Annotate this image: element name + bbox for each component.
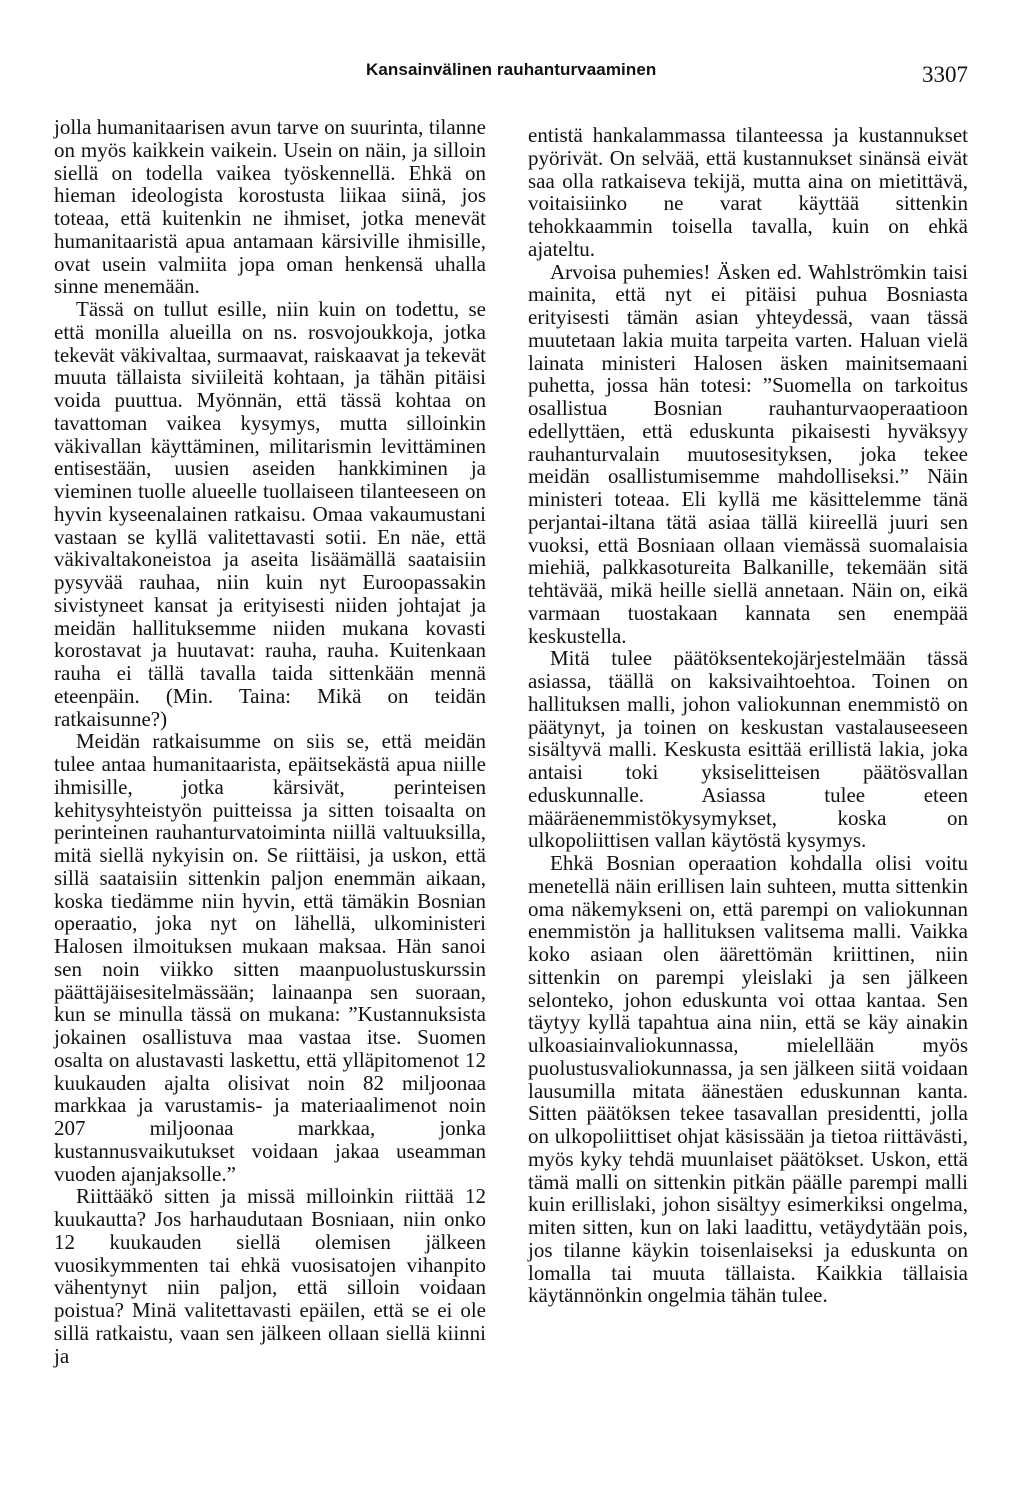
- right-paragraph-4: Ehkä Bosnian operaation kohdalla olisi voitu menetellä näin erillisen lain suhteen, mutta sittenkin oma näkemykseni on, että parempi on valiokunnan enemmistön ja hallituksen valitsema malli. Vaikka koko asiaan olen äärettömän kriittinen, niin sittenkin on parempi yleislaki ja sen jälkeen selonteko, johon eduskunta voi ottaa kantaa. Sen täytyy kyllä tapahtua aina niin, että se käy ainakin ulkoasiainvaliokunnassa, mielellään myös puolustusvaliokunnassa, ja sen jälkeen siitä voidaan lausumilla mitata äänestäen eduskunnan kanta. Sitten päätöksen tekee tasavallan presidentti, jolla on ulkopoliittiset ohjat käsissään ja tietoa riittävästi, myös kyky tehdä muunlaiset päätökset. Uskon, että tämä malli on sittenkin pitkän päälle parempi malli kuin erillislaki, johon sisältyy esimerkiksi ongelma, miten sitten, kun on laki laadittu, vetäydytään pois, jos tilanne käykin toisenlaiseksi ja eduskunta on lomalla tai muuta tällaista. Kaikkia tällaisia käytännönkin ongelmia tähän tulee.: [528, 851, 968, 1308]
- left-paragraph-1: jolla humanitaarisen avun tarve on suurinta, tilanne on myös kaikkein vaikein. Usein on näin, ja silloin siellä on todella vaikea työskennellä. Ehkä on hieman ideologista korostusta liikaa siinä, jos toteaa, että kuitenkin ne ihmiset, jotka menevät humanitaaristä apua antamaan kärsiville ihmisille, ovat usein valmiita jopa oman henkensä uhalla sinne menemään.: [54, 115, 486, 299]
- running-title: Kansainvälinen rauhanturvaaminen: [366, 60, 657, 79]
- right-column: [528, 124, 968, 1307]
- right-paragraph-1: entistä hankalammassa tilanteessa ja kustannukset pyörivät. On selvää, että kustannukset sinänsä eivät saa olla ratkaiseva tekijä, mutta aina on mietittävä, voitaisiinko ne varat käyttää sittenkin tehokkaammin toisella tavalla, kuin on ehkä ajateltu.: [528, 123, 968, 261]
- page-header: [0, 58, 1024, 88]
- right-paragraph-2: Arvoisa puhemies! Äsken ed. Wahlströmkin taisi mainita, että nyt ei pitäisi puhua Bosniasta erityisesti tämän asian yhteydessä, vaan tässä muutetaan lakia muita tarpeita varten. Haluan vielä lainata ministeri Halosen äsken mainitsemaani puhetta, jossa hän totesi: ”Suomella on tarkoitus osallistua Bosnian rauhanturvaoperaatioon edellyttäen, että eduskunta pikaisesti hyväksyy rauhanturvalain muutosesityksen, joka tekee meidän osallistumisemme mahdolliseksi.” Näin ministeri toteaa. Eli kyllä me käsittelemme tänä perjantai-iltana tätä asiaa tällä kiireellä juuri sen vuoksi, että Bosniaan ollaan viemässä suomalaisia miehiä, palkkasotureita Balkanille, tekemään sitä tehtävää, mikä heille siellä annetaan. Näin on, eikä varmaan tuostakaan kannata sen enempää keskustella.: [528, 259, 968, 648]
- left-column: [54, 116, 486, 1367]
- right-paragraph-3: Mitä tulee päätöksentekojärjestelmään tässä asiassa, täällä on kaksivaihtoehtoa. Toinen on hallituksen malli, johon valiokunnan enemmistö on päätynyt, ja toinen on keskustan vastalauseeseen sisältyvä malli. Keskusta esittää erillistä lakia, joka antaisi toki yksiselitteisen päätösvallan eduskunnalle. Asiassa tulee eteen määräenemmistökysymykset, koska on ulkopoliittisen vallan käytöstä kysymys.: [528, 646, 968, 853]
- left-paragraph-3: Meidän ratkaisumme on siis se, että meidän tulee antaa humanitaarista, epäitsekästä apua niille ihmisille, jotka kärsivät, perinteisen kehitysyhteistyön puitteissa ja sitten toisaalta on perinteinen rauhanturvatoiminta niillä valtuuksilla, mitä siellä nykyisin on. Se riittäisi, ja uskon, että sillä saataisiin sittenkin paljon enemmän aikaan, koska tiedämme niin hyvin, että tämäkin Bosnian operaatio, joka nyt on lähellä, ulkoministeri Halosen ilmoituksen mukaan maksaa. Hän sanoi sen noin viikko sitten maanpuolustuskurssin päättäjäisesitelmässään; lainaanpa sen suoraan, kun se minulla tässä on mukana: ”Kustannuksista jokainen osallistuva maa vastaa itse. Suomen osalta on alustavasti laskettu, että ylläpitomenot 12 kuukauden ajalta olisivat noin 82 miljoonaa markkaa ja varustamis- ja materiaalimenot noin 207 miljoonaa markkaa, jonka kustannusvaikutukset voidaan jakaa useamman vuoden ajanjaksolle.”: [54, 729, 486, 1186]
- left-paragraph-2: Tässä on tullut esille, niin kuin on todettu, se että monilla alueilla on ns. rosvojoukkoja, jotka tekevät väkivaltaa, surmaavat, raiskaavat ja tekevät muuta tällaista siviileitä kohtaan, ja tähän pitäisi voida puuttua. Myönnän, että tässä kohtaa on tavattoman vaikea kysymys, mutta silloinkin väkivallan käyttäminen, militarismin levittäminen entisestään, uusien aseiden hankkiminen ja vieminen tuolle alueelle tuollaiseen tilanteeseen on hyvin kyseenalainen ratkaisu. Omaa vakaumustani vastaan se kyllä valitettavasti sotii. En näe, että väkivaltakoneistoa ja aseita lisäämällä saataisiin pysyvää rauhaa, niin kuin nyt Euroopassakin sivistyneet kansat ja erityisesti niiden johtajat ja meidän hallituksemme niiden mukana kovasti korostavat ja huutavat: rauha, rauha. Kuitenkaan rauha ei tällä tavalla taida sittenkään mennä eteenpäin. (Min. Taina: Mikä on teidän ratkaisunne?): [54, 297, 486, 731]
- page-number: 3307: [922, 62, 968, 87]
- left-paragraph-4: Riittääkö sitten ja missä milloinkin riittää 12 kuukautta? Jos harhaudutaan Bosniaan, niin onko 12 kuukauden siellä olemisen jälkeen vuosikymmenten tai ehkä vuosisatojen vihanpito vähentynyt niin paljon, että silloin voidaan poistua? Minä valitettavasti epäilen, että se ei ole sillä ratkaistu, vaan sen jälkeen ollaan siellä kiinni ja: [54, 1184, 486, 1368]
